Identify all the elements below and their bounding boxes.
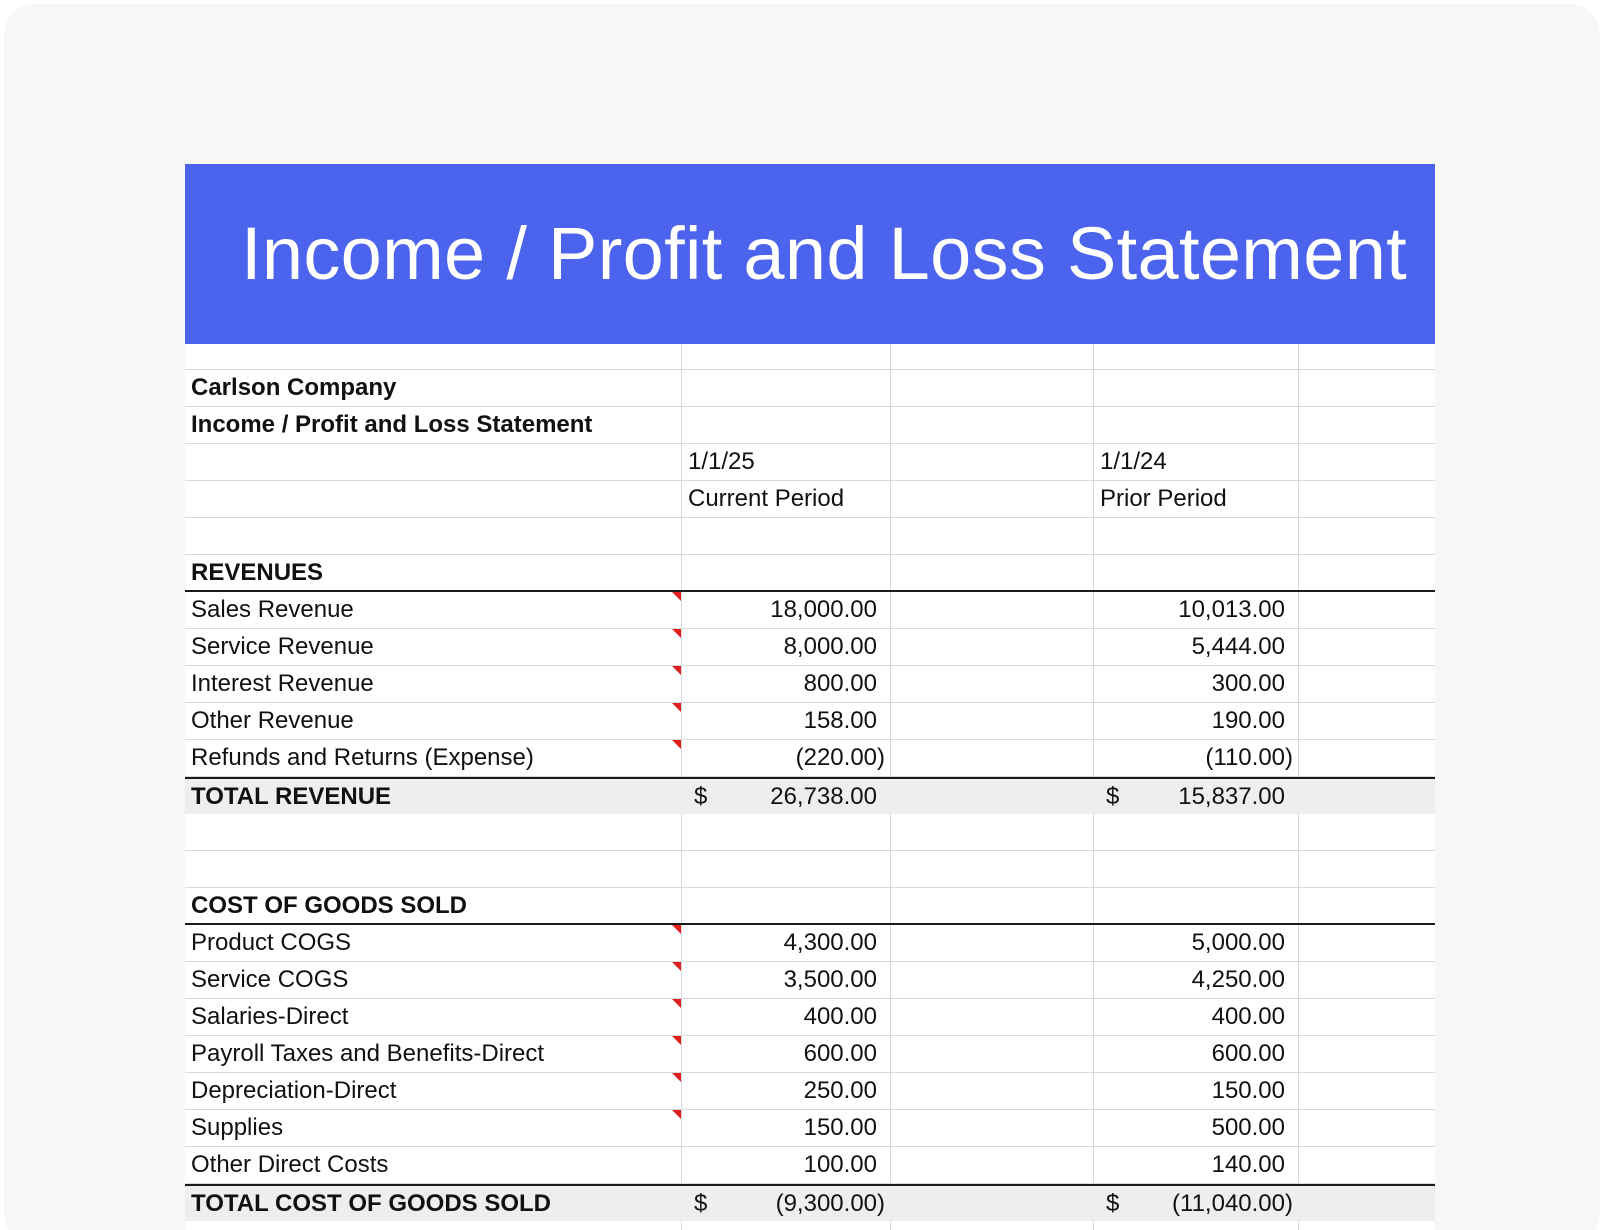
cell[interactable] bbox=[1299, 666, 1435, 702]
line-item-label[interactable]: Depreciation-Direct bbox=[185, 1073, 682, 1109]
comment-marker-icon[interactable] bbox=[672, 592, 681, 601]
current-value[interactable]: 800.00 bbox=[682, 666, 891, 702]
comment-marker-icon[interactable] bbox=[672, 1036, 681, 1045]
current-value[interactable]: 18,000.00 bbox=[682, 592, 891, 628]
cell[interactable] bbox=[1094, 370, 1299, 406]
cell[interactable] bbox=[891, 925, 1094, 961]
cell[interactable] bbox=[1299, 555, 1435, 590]
cell[interactable] bbox=[682, 814, 891, 850]
cell[interactable] bbox=[1299, 925, 1435, 961]
cell[interactable] bbox=[185, 518, 682, 554]
cell[interactable] bbox=[891, 999, 1094, 1035]
line-item-label[interactable]: Service COGS bbox=[185, 962, 682, 998]
cell[interactable] bbox=[185, 344, 682, 369]
table-row bbox=[185, 740, 1435, 777]
cell[interactable] bbox=[891, 1073, 1094, 1109]
current-value[interactable]: 8,000.00 bbox=[682, 629, 891, 665]
cell[interactable] bbox=[1299, 481, 1435, 517]
prior-value[interactable]: 500.00 bbox=[1094, 1110, 1299, 1146]
cell[interactable] bbox=[1299, 814, 1435, 850]
table-row bbox=[185, 962, 1435, 999]
line-item-label[interactable]: Product COGS bbox=[185, 925, 682, 961]
title-banner bbox=[185, 164, 1435, 344]
total-revenue-row bbox=[185, 777, 1435, 814]
line-item-label[interactable]: Interest Revenue bbox=[185, 666, 682, 702]
total-cogs-row bbox=[185, 1184, 1435, 1221]
line-item-label[interactable]: Other Direct Costs bbox=[185, 1147, 682, 1183]
comment-marker-icon[interactable] bbox=[672, 999, 681, 1008]
total-cogs-label[interactable]: TOTAL COST OF GOODS SOLD bbox=[191, 1189, 552, 1217]
table-row bbox=[185, 999, 1435, 1036]
prior-value[interactable]: 300.00 bbox=[1094, 666, 1299, 702]
comment-marker-icon[interactable] bbox=[672, 962, 681, 971]
prior-value[interactable]: 5,000.00 bbox=[1094, 925, 1299, 961]
cell[interactable] bbox=[1299, 1221, 1435, 1230]
table-row bbox=[185, 703, 1435, 740]
cell[interactable] bbox=[891, 1221, 1094, 1230]
cell[interactable] bbox=[891, 1186, 1094, 1221]
cell[interactable] bbox=[1094, 851, 1299, 887]
cell[interactable] bbox=[1299, 888, 1435, 923]
table-row bbox=[185, 592, 1435, 629]
spreadsheet bbox=[185, 164, 1435, 1230]
prior-value[interactable]: 150.00 bbox=[1094, 1073, 1299, 1109]
cell[interactable] bbox=[891, 740, 1094, 776]
cell[interactable] bbox=[891, 962, 1094, 998]
cell[interactable] bbox=[185, 851, 682, 887]
comment-marker-icon[interactable] bbox=[672, 1073, 681, 1082]
cell[interactable] bbox=[891, 592, 1094, 628]
cell[interactable] bbox=[1299, 1147, 1435, 1183]
revenues-heading-row bbox=[185, 555, 1435, 592]
cell[interactable] bbox=[891, 1036, 1094, 1072]
prior-value[interactable]: 400.00 bbox=[1094, 999, 1299, 1035]
currency-symbol: $ bbox=[694, 1189, 708, 1217]
currency-symbol: $ bbox=[1106, 1189, 1120, 1217]
window-card bbox=[4, 4, 1600, 1230]
total-revenue-prior[interactable]: $ 15,837.00 bbox=[1106, 782, 1285, 810]
blank-row bbox=[185, 814, 1435, 851]
cell[interactable] bbox=[891, 779, 1094, 814]
cell[interactable] bbox=[185, 444, 682, 480]
cell[interactable] bbox=[1299, 1073, 1435, 1109]
current-value[interactable]: 158.00 bbox=[682, 703, 891, 739]
prior-value[interactable]: 140.00 bbox=[1094, 1147, 1299, 1183]
cell[interactable] bbox=[891, 344, 1094, 369]
current-value[interactable]: 250.00 bbox=[682, 1073, 891, 1109]
prior-period-label[interactable]: Prior Period bbox=[1094, 481, 1299, 517]
current-value[interactable]: 100.00 bbox=[682, 1147, 891, 1183]
prior-value[interactable]: 600.00 bbox=[1094, 1036, 1299, 1072]
cell[interactable] bbox=[1094, 555, 1299, 590]
line-item-label[interactable]: Refunds and Returns (Expense) bbox=[185, 740, 682, 776]
table-row bbox=[185, 629, 1435, 666]
cell[interactable] bbox=[682, 518, 891, 554]
cell[interactable] bbox=[185, 481, 682, 517]
prior-value[interactable]: 190.00 bbox=[1094, 703, 1299, 739]
cell[interactable] bbox=[682, 344, 891, 369]
cell[interactable] bbox=[1094, 518, 1299, 554]
cell[interactable] bbox=[891, 518, 1094, 554]
cell[interactable] bbox=[891, 370, 1094, 406]
cell[interactable] bbox=[682, 888, 891, 923]
cell[interactable] bbox=[1299, 962, 1435, 998]
cell[interactable] bbox=[1094, 1221, 1299, 1230]
page-title: Income / Profit and Loss Statement bbox=[241, 212, 1408, 295]
period-label-row bbox=[185, 481, 1435, 518]
line-item-label[interactable]: Payroll Taxes and Benefits-Direct bbox=[185, 1036, 682, 1072]
currency-symbol: $ bbox=[694, 782, 708, 810]
cell[interactable] bbox=[185, 1221, 682, 1230]
cell[interactable] bbox=[1094, 407, 1299, 443]
period-date-row bbox=[185, 444, 1435, 481]
cell[interactable] bbox=[891, 407, 1094, 443]
currency-symbol: $ bbox=[1106, 782, 1120, 810]
cell[interactable] bbox=[1299, 999, 1435, 1035]
cell[interactable] bbox=[1299, 851, 1435, 887]
total-revenue-current[interactable]: $ 26,738.00 bbox=[694, 782, 877, 810]
table-row bbox=[185, 925, 1435, 962]
cell[interactable] bbox=[1299, 1186, 1435, 1221]
cell[interactable] bbox=[1299, 344, 1435, 369]
comment-marker-icon[interactable] bbox=[672, 740, 681, 749]
cell[interactable] bbox=[1299, 1110, 1435, 1146]
cell[interactable] bbox=[1299, 1036, 1435, 1072]
line-item-label[interactable]: Supplies bbox=[185, 1110, 682, 1146]
cell[interactable] bbox=[891, 1110, 1094, 1146]
current-period-label[interactable]: Current Period bbox=[682, 481, 891, 517]
cell[interactable] bbox=[891, 666, 1094, 702]
blank-row bbox=[185, 851, 1435, 888]
current-value[interactable]: 4,300.00 bbox=[682, 925, 891, 961]
prior-value[interactable]: (110.00) bbox=[1094, 740, 1299, 776]
cell[interactable] bbox=[682, 370, 891, 406]
cell[interactable] bbox=[891, 888, 1094, 923]
cell[interactable] bbox=[185, 814, 682, 850]
cell[interactable] bbox=[891, 814, 1094, 850]
statement-grid bbox=[185, 344, 1435, 1230]
current-value[interactable]: 400.00 bbox=[682, 999, 891, 1035]
prior-value[interactable]: 5,444.00 bbox=[1094, 629, 1299, 665]
total-cogs-prior[interactable]: $ (11,040.00) bbox=[1106, 1189, 1293, 1217]
statement-name-row bbox=[185, 407, 1435, 444]
cell[interactable] bbox=[891, 851, 1094, 887]
revenues-heading[interactable]: REVENUES bbox=[185, 555, 682, 590]
comment-marker-icon[interactable] bbox=[672, 925, 681, 934]
table-row bbox=[185, 1110, 1435, 1147]
comment-marker-icon[interactable] bbox=[672, 1110, 681, 1119]
cell[interactable] bbox=[682, 555, 891, 590]
comment-marker-icon[interactable] bbox=[672, 666, 681, 675]
cell[interactable] bbox=[1094, 344, 1299, 369]
current-value[interactable]: (220.00) bbox=[682, 740, 891, 776]
total-revenue-label[interactable]: TOTAL REVENUE bbox=[191, 782, 392, 810]
cell[interactable] bbox=[1299, 703, 1435, 739]
cell[interactable] bbox=[891, 555, 1094, 590]
cogs-heading[interactable]: COST OF GOODS SOLD bbox=[185, 888, 682, 923]
cell[interactable] bbox=[682, 1221, 891, 1230]
cell[interactable] bbox=[891, 444, 1094, 480]
comment-marker-icon[interactable] bbox=[672, 703, 681, 712]
cell[interactable] bbox=[1299, 518, 1435, 554]
comment-marker-icon[interactable] bbox=[672, 629, 681, 638]
cell[interactable] bbox=[682, 851, 891, 887]
cell[interactable] bbox=[1299, 592, 1435, 628]
table-row bbox=[185, 1147, 1435, 1184]
line-item-label[interactable]: Other Revenue bbox=[185, 703, 682, 739]
blank-row bbox=[185, 1221, 1435, 1230]
table-row bbox=[185, 1036, 1435, 1073]
cell[interactable] bbox=[1094, 888, 1299, 923]
prior-value[interactable]: 10,013.00 bbox=[1094, 592, 1299, 628]
statement-name[interactable]: Income / Profit and Loss Statement bbox=[185, 407, 682, 443]
cell[interactable] bbox=[1299, 444, 1435, 480]
cell[interactable] bbox=[1299, 629, 1435, 665]
cell[interactable] bbox=[1299, 740, 1435, 776]
cell[interactable] bbox=[1299, 407, 1435, 443]
cell[interactable] bbox=[891, 481, 1094, 517]
blank-row bbox=[185, 518, 1435, 555]
current-value[interactable]: 600.00 bbox=[682, 1036, 891, 1072]
prior-period-date[interactable]: 1/1/24 bbox=[1094, 444, 1299, 480]
current-value[interactable]: 150.00 bbox=[682, 1110, 891, 1146]
cell[interactable] bbox=[1299, 370, 1435, 406]
cell[interactable] bbox=[682, 407, 891, 443]
current-value[interactable]: 3,500.00 bbox=[682, 962, 891, 998]
blank-row bbox=[185, 344, 1435, 370]
current-period-date[interactable]: 1/1/25 bbox=[682, 444, 891, 480]
cell[interactable] bbox=[891, 703, 1094, 739]
total-cogs-current[interactable]: $ (9,300.00) bbox=[694, 1189, 885, 1217]
cell[interactable] bbox=[891, 629, 1094, 665]
line-item-label[interactable]: Service Revenue bbox=[185, 629, 682, 665]
cell[interactable] bbox=[891, 1147, 1094, 1183]
company-name[interactable]: Carlson Company bbox=[185, 370, 682, 406]
company-row bbox=[185, 370, 1435, 407]
line-item-label[interactable]: Salaries-Direct bbox=[185, 999, 682, 1035]
cell[interactable] bbox=[1094, 814, 1299, 850]
prior-value[interactable]: 4,250.00 bbox=[1094, 962, 1299, 998]
cell[interactable] bbox=[1299, 779, 1435, 814]
line-item-label[interactable]: Sales Revenue bbox=[185, 592, 682, 628]
table-row bbox=[185, 1073, 1435, 1110]
table-row bbox=[185, 666, 1435, 703]
cogs-heading-row bbox=[185, 888, 1435, 925]
